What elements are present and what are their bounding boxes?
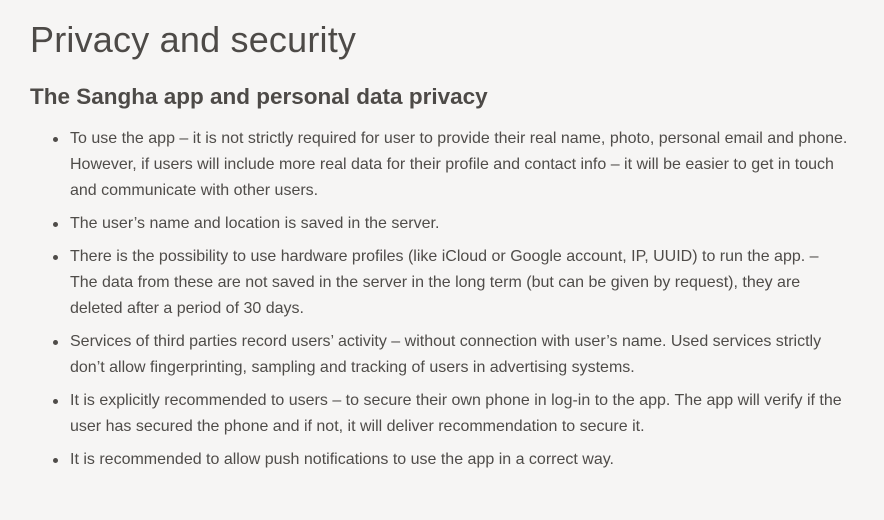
list-item bbox=[70, 447, 854, 473]
list-item bbox=[70, 388, 854, 440]
page-title: Privacy and security bbox=[30, 19, 357, 60]
list-item-text: There is the possibility to use hardware profiles (like iCloud or Google account, IP, UUID) to run the app. – The data from these are not saved in the server in the long term (but can be given by request), they are deleted after a period of 30 days. bbox=[70, 248, 819, 317]
bullet-icon bbox=[53, 222, 58, 227]
privacy-list bbox=[30, 126, 854, 473]
bullet-icon bbox=[53, 399, 58, 404]
bullet-icon bbox=[53, 255, 58, 260]
bullet-icon bbox=[53, 137, 58, 142]
bullet-icon bbox=[53, 458, 58, 463]
list-item-text: To use the app – it is not strictly required for user to provide their real name, photo, personal email and phone. However, if users will include more real data for their profile and contact info – it will be easier to get in touch and communicate with other users. bbox=[70, 130, 848, 199]
list-item-text: It is explicitly recommended to users – to secure their own phone in log-in to the app. The app will verify if the user has secured the phone and if not, it will deliver recommendation to secure it. bbox=[70, 392, 842, 435]
list-item bbox=[70, 329, 854, 381]
list-item-text: The user’s name and location is saved in the server. bbox=[70, 215, 440, 232]
list-item bbox=[70, 244, 854, 322]
bullet-icon bbox=[53, 340, 58, 345]
list-item bbox=[70, 126, 854, 204]
section-heading: The Sangha app and personal data privacy bbox=[30, 84, 488, 109]
list-item-text: It is recommended to allow push notifications to use the app in a correct way. bbox=[70, 451, 614, 468]
list-item bbox=[70, 211, 854, 237]
list-item-text: Services of third parties record users’ activity – without connection with user’s name. Used services strictly don’t allow fingerprinting, sampling and tracking of users in advertising systems. bbox=[70, 333, 822, 376]
